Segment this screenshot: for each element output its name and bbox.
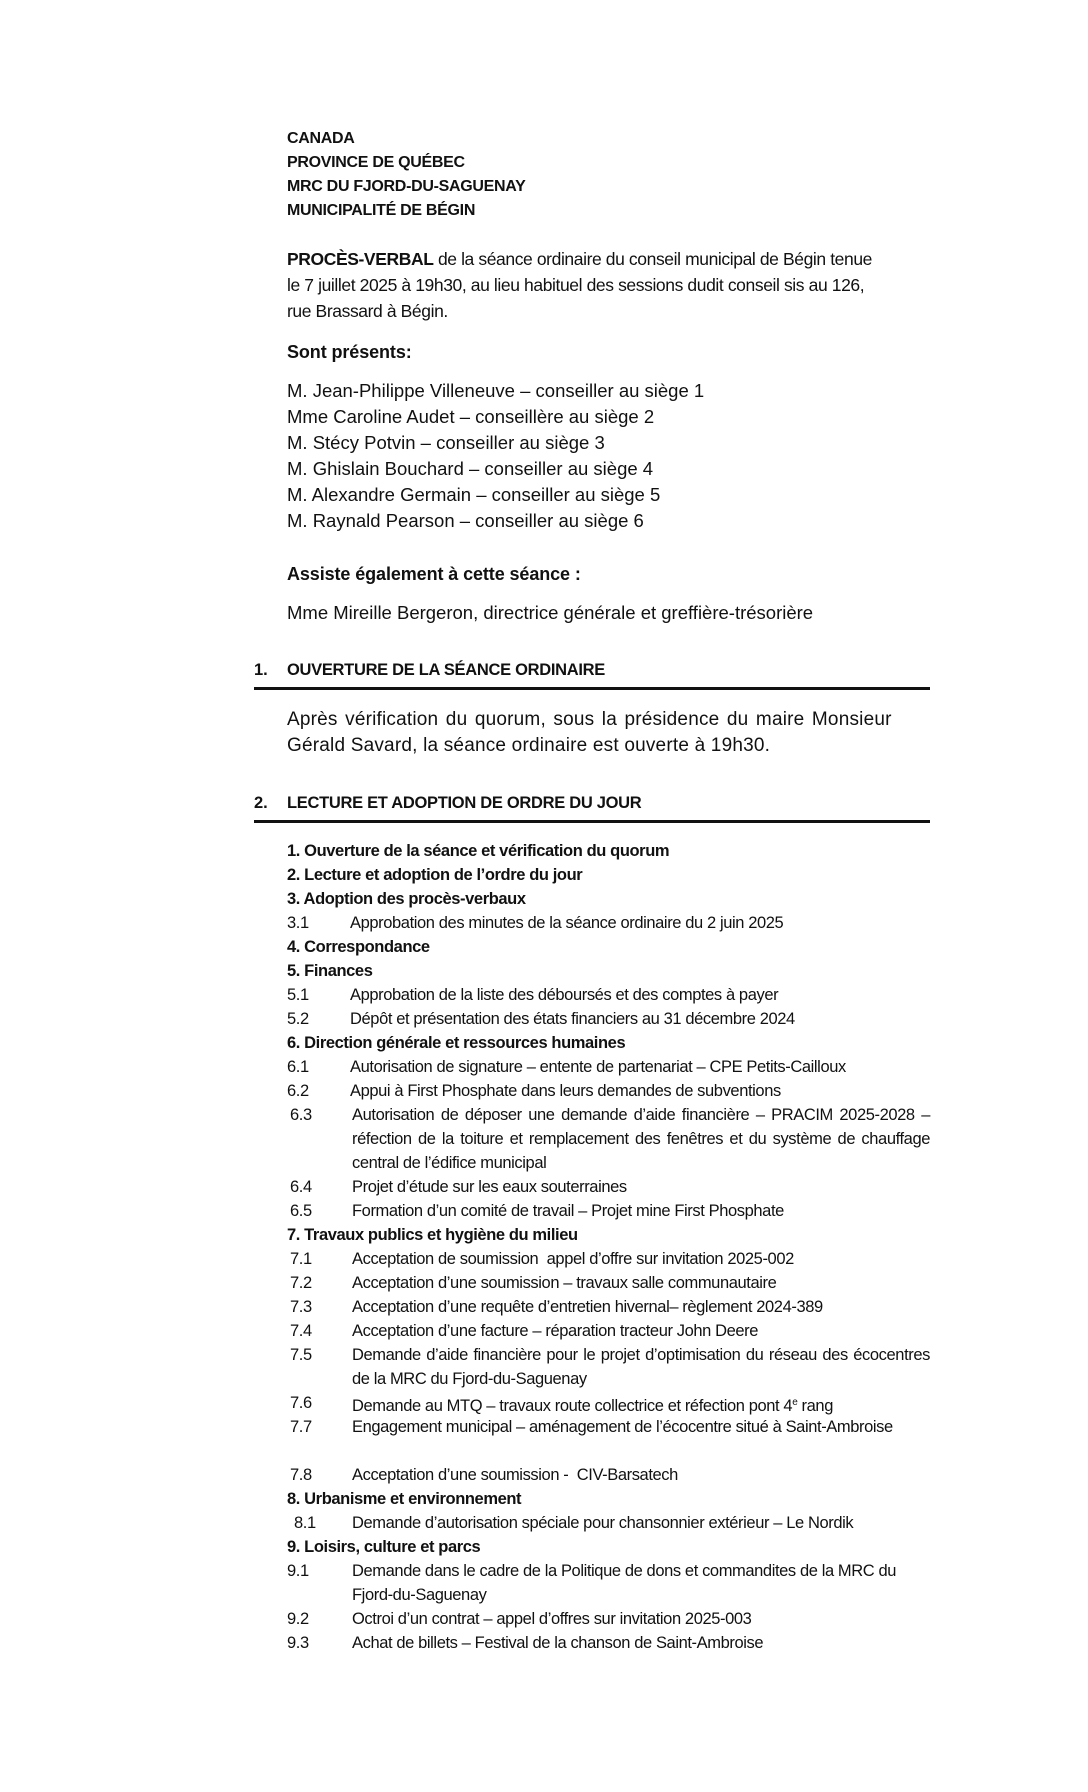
opening-line-2: Gérald Savard, la séance ordinaire est ouverte à 19h30. xyxy=(287,735,771,756)
opening-paragraph xyxy=(287,707,930,759)
agenda-item xyxy=(290,1391,930,1418)
agenda-item-text: Projet d’étude sur les eaux souterraines xyxy=(352,1178,627,1196)
agenda-item xyxy=(290,1343,930,1391)
agenda-item xyxy=(287,1079,930,1103)
agenda-item-text: Achat de billets – Festival de la chanson de Saint-Ambroise xyxy=(352,1634,764,1652)
agenda-item-text: Loisirs, culture et parcs xyxy=(304,1538,481,1556)
agenda-item-text: Demande au MTQ – travaux route collectrice et réfection pont 4 xyxy=(352,1397,793,1415)
agenda-item xyxy=(287,887,930,911)
agenda-item-number: 6.4 xyxy=(290,1178,312,1196)
agenda-item xyxy=(290,1319,930,1343)
agenda-item xyxy=(287,1607,930,1631)
member-item: M. Raynald Pearson – conseiller au siège 6 xyxy=(287,510,644,531)
agenda-item-text: Formation d’un comité de travail – Projet mine First Phosphate xyxy=(352,1202,784,1220)
agenda-item-text: Acceptation d’une soumission – travaux salle communautaire xyxy=(352,1274,777,1292)
agenda-item xyxy=(290,1295,930,1319)
ordinal-superscript: e xyxy=(792,1397,798,1408)
agenda-item-number: 7.6 xyxy=(290,1394,312,1412)
agenda-item-text: Demande dans le cadre de la Politique de dons et commandites de la MRC du Fjord-du-Saguenay xyxy=(352,1562,897,1604)
agenda-item-number: 7.3 xyxy=(290,1298,312,1316)
agenda-item-number: 8.1 xyxy=(294,1514,316,1532)
present-heading: Sont présents: xyxy=(287,342,412,362)
section-2-heading xyxy=(254,794,930,823)
agenda-item xyxy=(287,863,930,887)
member-item: M. Jean-Philippe Villeneuve – conseiller au siège 1 xyxy=(287,380,705,401)
agenda-item xyxy=(287,1007,930,1031)
member-item: M. Ghislain Bouchard – conseiller au siège 4 xyxy=(287,458,654,479)
agenda-item-text: Appui à First Phosphate dans leurs demandes de subventions xyxy=(350,1082,781,1100)
agenda-item-text: Dépôt et présentation des états financiers au 31 décembre 2024 xyxy=(350,1010,795,1028)
agenda-item-text: Finances xyxy=(304,962,373,980)
agenda-item-number: 9.1 xyxy=(287,1562,309,1580)
agenda-item xyxy=(290,1463,930,1487)
agenda-item-number: 5.2 xyxy=(287,1010,309,1028)
agenda-item xyxy=(290,1199,930,1223)
agenda-item-text: Autorisation de signature – entente de partenariat – CPE Petits-Cailloux xyxy=(350,1058,846,1076)
agenda-item xyxy=(290,1247,930,1271)
section-1-heading xyxy=(254,661,930,690)
agenda-item-text: Approbation de la liste des déboursés et des comptes à payer xyxy=(350,986,779,1004)
agenda-item-number: 3. xyxy=(287,890,300,908)
agenda-item-number: 7.8 xyxy=(290,1466,312,1484)
agenda-item-number: 5. xyxy=(287,962,300,980)
agenda-item-number: 2. xyxy=(287,866,300,884)
agenda-item-number: 7.5 xyxy=(290,1346,312,1364)
agenda-item-number: 9.2 xyxy=(287,1610,309,1628)
agenda-item xyxy=(290,1415,930,1439)
intro-paragraph xyxy=(287,246,930,324)
agenda-item-number: 6. xyxy=(287,1034,300,1052)
agenda-item-text: Adoption des procès-verbaux xyxy=(303,890,526,908)
agenda-item-text: Acceptation d’une soumission - CIV-Barsatech xyxy=(352,1466,678,1484)
agenda-item xyxy=(287,1535,930,1559)
section-number: 2. xyxy=(254,794,268,812)
agenda-item xyxy=(290,1271,930,1295)
header-province: PROVINCE DE QUÉBEC xyxy=(287,154,465,171)
agenda-item xyxy=(287,1031,930,1055)
agenda-item xyxy=(287,935,930,959)
header-municipality: MUNICIPALITÉ DE BÉGIN xyxy=(287,202,476,219)
intro-line-3: rue Brassard à Bégin. xyxy=(287,301,448,321)
agenda-item-text: Correspondance xyxy=(304,938,430,956)
section-title: LECTURE ET ADOPTION DE ORDRE DU JOUR xyxy=(287,794,642,812)
agenda-item xyxy=(287,839,930,863)
agenda-item-text-suffix: rang xyxy=(797,1397,833,1415)
agenda-item-text: Direction générale et ressources humaines xyxy=(304,1034,626,1052)
agenda-item-number: 9. xyxy=(287,1538,300,1556)
agenda-item-number: 7.7 xyxy=(290,1418,312,1436)
agenda-item-number: 7.4 xyxy=(290,1322,312,1340)
agenda-item-text: Engagement municipal – aménagement de l’écocentre situé à Saint-Ambroise xyxy=(352,1418,893,1436)
agenda-item xyxy=(287,1631,930,1655)
proces-verbal-label: PROCÈS-VERBAL xyxy=(287,249,434,269)
staff-member: Mme Mireille Bergeron, directrice générale et greffière-trésorière xyxy=(287,602,814,623)
agenda-item xyxy=(287,1559,930,1607)
section-title: OUVERTURE DE LA SÉANCE ORDINAIRE xyxy=(287,661,605,679)
agenda-item-text: Approbation des minutes de la séance ordinaire du 2 juin 2025 xyxy=(350,914,784,932)
agenda-item-number: 5.1 xyxy=(287,986,309,1004)
agenda-item-text: Acceptation d’une requête d’entretien hivernal– règlement 2024-389 xyxy=(352,1298,823,1316)
agenda-item xyxy=(294,1511,930,1535)
agenda-item-text: Acceptation de soumission appel d’offre sur invitation 2025-002 xyxy=(352,1250,794,1268)
agenda-item-text: Demande d’aide financière pour le projet d’optimisation du réseau des écocentres de la MRC du Fjord-du-Saguenay xyxy=(352,1346,930,1388)
agenda-item-number: 9.3 xyxy=(287,1634,309,1652)
agenda-item-text: Travaux publics et hygiène du milieu xyxy=(304,1226,578,1244)
agenda-item xyxy=(287,1055,930,1079)
intro-line-1: de la séance ordinaire du conseil municipal de Bégin tenue xyxy=(433,249,872,269)
agenda-item-number: 6.3 xyxy=(290,1106,312,1124)
header-mrc: MRC DU FJORD-DU-SAGUENAY xyxy=(287,178,526,195)
member-item: Mme Caroline Audet – conseillère au siège 2 xyxy=(287,406,655,427)
agenda-item-text: Demande d’autorisation spéciale pour chansonnier extérieur – Le Nordik xyxy=(352,1514,854,1532)
member-item: M. Stécy Potvin – conseiller au siège 3 xyxy=(287,432,605,453)
agenda-item-number: 1. xyxy=(287,842,300,860)
agenda-item-number: 6.5 xyxy=(290,1202,312,1220)
agenda-item-number: 7.1 xyxy=(290,1250,312,1268)
agenda-item xyxy=(287,1223,930,1247)
agenda-item-number: 8. xyxy=(287,1490,300,1508)
agenda-item-number: 7.2 xyxy=(290,1274,312,1292)
agenda-item xyxy=(287,911,930,935)
agenda-item-number: 6.1 xyxy=(287,1058,309,1076)
agenda-item xyxy=(290,1175,930,1199)
header-country: CANADA xyxy=(287,130,355,147)
agenda-item-text: Urbanisme et environnement xyxy=(304,1490,522,1508)
also-present-heading: Assiste également à cette séance : xyxy=(287,564,581,584)
member-item: M. Alexandre Germain – conseiller au siège 5 xyxy=(287,484,661,505)
agenda-item xyxy=(287,1487,930,1511)
agenda-item-text: Autorisation de déposer une demande d’aide financière – PRACIM 2025-2028 – réfection de la toiture et remplacement des fenêtres et du système de chauffage central de l’édifice municipal xyxy=(352,1106,930,1172)
agenda-item-number: 4. xyxy=(287,938,300,956)
agenda-item xyxy=(287,959,930,983)
agenda-item-number: 6.2 xyxy=(287,1082,309,1100)
agenda-item-number: 7. xyxy=(287,1226,300,1244)
intro-line-2: le 7 juillet 2025 à 19h30, au lieu habituel des sessions dudit conseil sis au 126, xyxy=(287,275,865,295)
agenda-item xyxy=(290,1103,930,1175)
agenda-item-text: Lecture et adoption de l’ordre du jour xyxy=(304,866,583,884)
agenda-item-number: 3.1 xyxy=(287,914,309,932)
section-number: 1. xyxy=(254,661,268,679)
opening-line-1: Après vérification du quorum, sous la présidence du maire Monsieur xyxy=(287,709,892,730)
agenda-item-text: Octroi d’un contrat – appel d’offres sur invitation 2025-003 xyxy=(352,1610,752,1628)
agenda-item-text: Ouverture de la séance et vérification du quorum xyxy=(304,842,670,860)
agenda-item xyxy=(287,983,930,1007)
agenda-item-text: Acceptation d’une facture – réparation tracteur John Deere xyxy=(352,1322,759,1340)
